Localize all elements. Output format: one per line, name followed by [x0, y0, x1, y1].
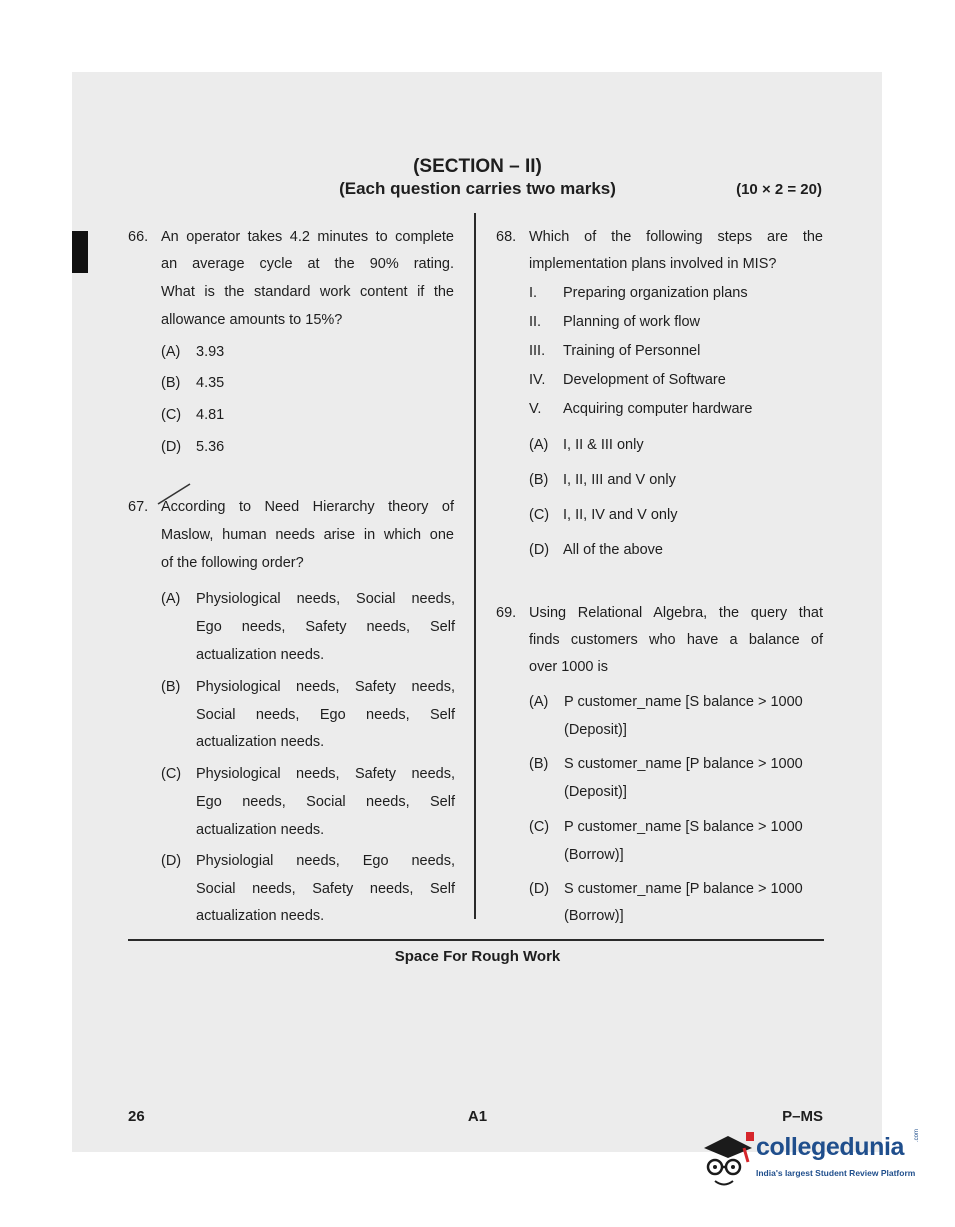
q67-line: Maslow, human needs arise in which one [161, 527, 454, 543]
q68-option-label: (D) [529, 542, 550, 558]
q68-option-label: (B) [529, 472, 549, 488]
q68-option-label: (C) [529, 507, 550, 523]
logo-name: collegedunia [756, 1133, 905, 1161]
q69-option-line: S customer_name [P balance > 1000 [564, 881, 803, 897]
logo-suffix: .com [914, 1128, 920, 1142]
section-subtitle: (Each question carries two marks) [339, 179, 616, 198]
q67-option-line: actualization needs. [196, 822, 325, 838]
q69-line: Using Relational Algebra, the query that [529, 605, 823, 621]
q68-item-text: Acquiring computer hardware [563, 401, 753, 417]
q68-item-text: Development of Software [563, 372, 726, 388]
q69-option-label: (B) [529, 756, 549, 772]
margin-mark [72, 231, 88, 273]
q66-option-text: 5.36 [196, 439, 225, 455]
q68-line: implementation plans involved in MIS? [529, 256, 777, 272]
q68-option-text: I, II, III and V only [563, 472, 676, 488]
q69-option-line: (Deposit)] [564, 722, 627, 738]
q69-option-line: S customer_name [P balance > 1000 [564, 756, 803, 772]
q68-option-text: I, II & III only [563, 437, 644, 453]
q66-option-label: (C) [161, 407, 182, 423]
paper-code: P–MS [782, 1108, 823, 1125]
q67-option-line: actualization needs. [196, 647, 325, 663]
q68-number: 68. [496, 229, 517, 245]
q66-line: An operator takes 4.2 minutes to complete [161, 229, 454, 245]
q67-option-label: (B) [161, 679, 181, 695]
q68-option-label: (A) [529, 437, 549, 453]
rough-work-label: Space For Rough Work [394, 948, 561, 965]
q68-item-text: Preparing organization plans [563, 285, 748, 301]
q69-option-line: P customer_name [S balance > 1000 [564, 694, 803, 710]
q69-number: 69. [496, 605, 517, 621]
q68-line: Which of the following steps are the [529, 229, 823, 245]
q68-option-text: All of the above [563, 542, 663, 558]
q69-option-line: (Borrow)] [564, 908, 624, 924]
q68-item-label: IV. [529, 372, 546, 388]
q67-option-line: Social needs, Ego needs, Self [196, 707, 455, 723]
q66-line: allowance amounts to 15%? [161, 312, 343, 328]
q66-option-text: 3.93 [196, 344, 225, 360]
q69-option-label: (C) [529, 819, 550, 835]
page-number: 26 [128, 1108, 145, 1125]
q67-option-line: Physiological needs, Social needs, [196, 591, 455, 607]
q67-option-line: Physiological needs, Safety needs, [196, 766, 455, 782]
q67-option-label: (D) [161, 853, 182, 869]
q68-item-text: Planning of work flow [563, 314, 701, 330]
q66-option-label: (D) [161, 439, 182, 455]
logo-tagline: India's largest Student Review Platform [756, 1168, 916, 1178]
q68-item-label: III. [529, 343, 546, 359]
q66-option-label: (A) [161, 344, 181, 360]
q67-option-line: Ego needs, Safety needs, Self [196, 619, 455, 635]
q68-option-text: I, II, IV and V only [563, 507, 678, 523]
q67-option-line: Social needs, Safety needs, Self [196, 881, 455, 897]
q69-line: finds customers who have a balance of [529, 632, 823, 648]
q67-option-line: actualization needs. [196, 734, 325, 750]
q66-option-label: (B) [161, 375, 181, 391]
q69-option-label: (D) [529, 881, 550, 897]
q69-option-line: (Borrow)] [564, 847, 624, 863]
q67-line: According to Need Hierarchy theory of [161, 499, 454, 515]
q68-item-label: V. [529, 401, 542, 417]
q66-option-text: 4.81 [196, 407, 225, 423]
section-marks: (10 × 2 = 20) [736, 181, 822, 198]
q68-item-label: I. [529, 285, 538, 301]
q66-number: 66. [128, 229, 149, 245]
section-title: (SECTION – II) [413, 156, 542, 177]
q67-option-line: Ego needs, Social needs, Self [196, 794, 455, 810]
q67-option-line: Physiological needs, Safety needs, [196, 679, 455, 695]
q66-option-text: 4.35 [196, 375, 225, 391]
q67-option-line: actualization needs. [196, 908, 325, 924]
q69-option-label: (A) [529, 694, 549, 710]
q68-item-label: II. [529, 314, 542, 330]
q67-line: of the following order? [161, 555, 304, 571]
q69-option-line: P customer_name [S balance > 1000 [564, 819, 803, 835]
column-divider [474, 213, 476, 919]
booklet-code: A1 [467, 1108, 488, 1125]
q69-line: over 1000 is [529, 659, 608, 675]
q69-option-line: (Deposit)] [564, 784, 627, 800]
rough-work-divider [128, 939, 824, 941]
q66-line: an average cycle at the 90% rating. [161, 256, 454, 272]
q68-item-text: Training of Personnel [563, 343, 701, 359]
q67-option-label: (C) [161, 766, 182, 782]
q66-line: What is the standard work content if the [161, 284, 454, 300]
q67-option-line: Physiologial needs, Ego needs, [196, 853, 455, 869]
q67-number: 67. [128, 499, 149, 515]
q67-option-label: (A) [161, 591, 181, 607]
